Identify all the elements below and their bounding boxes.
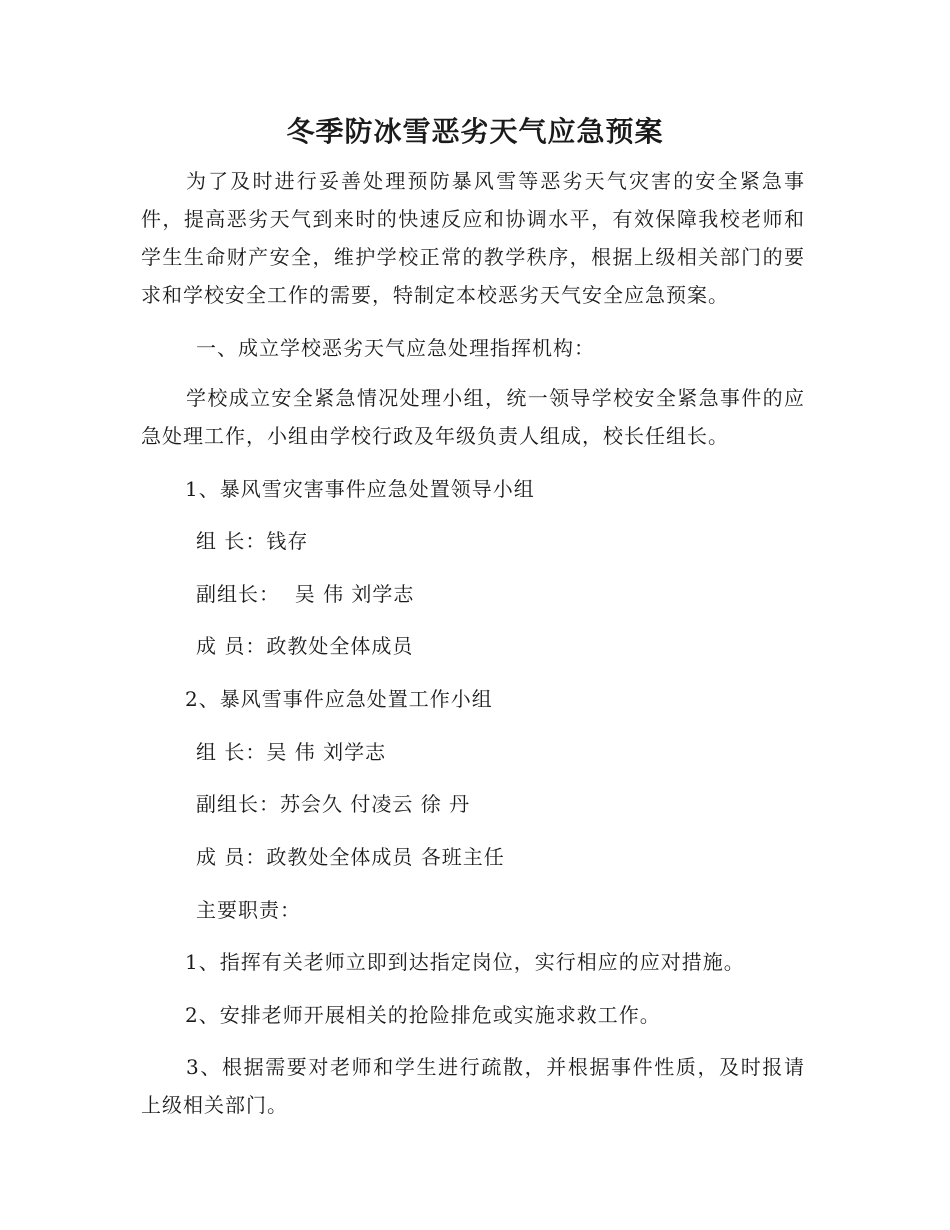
group2-leader: 组 长：吴 伟 刘学志 xyxy=(196,740,387,764)
duties-heading: 主要职责： xyxy=(196,898,301,922)
duty-item-3: 3、根据需要对老师和学生进行疏散，并根据事件性质，及时报请上级相关部门。 xyxy=(141,1055,805,1117)
section1-heading: 一、成立学校恶劣天气应急处理指挥机构： xyxy=(196,336,595,360)
group2-members: 成 员：政教处全体成员 各班主任 xyxy=(196,845,505,869)
group2-deputy: 副组长：苏会久 付凌云 徐 丹 xyxy=(196,792,471,816)
intro-paragraph: 为了及时进行妥善处理预防暴风雪等恶劣天气灾害的安全紧急事件，提高恶劣天气到来时的快速反应和协调水平，有效保障我校老师和学生生命财产安全，维护学校正常的教学秩序，根据上级相关部门的要求和学校安全工作的需要，特制定本校恶劣天气安全应急预案。 xyxy=(141,169,805,307)
group1-heading: 1、暴风雪灾害事件应急处置领导小组 xyxy=(185,477,535,501)
group1-members: 成 员：政教处全体成员 xyxy=(196,634,414,658)
page-title: 冬季防冰雪恶劣天气应急预案 xyxy=(286,115,664,148)
group1-leader: 组 长：钱存 xyxy=(196,529,309,553)
section1-body: 学校成立安全紧急情况处理小组，统一领导学校安全紧急事件的应急处理工作，小组由学校行政及年级负责人组成，校长任组长。 xyxy=(141,386,805,448)
duty-item-1: 1、指挥有关老师立即到达指定岗位，实行相应的应对措施。 xyxy=(185,950,745,974)
group2-heading: 2、暴风雪事件应急处置工作小组 xyxy=(185,687,493,711)
group1-deputy: 副组长： 吴 伟 刘学志 xyxy=(196,582,415,606)
duty-item-2: 2、安排老师开展相关的抢险排危或实施求救工作。 xyxy=(185,1003,661,1027)
